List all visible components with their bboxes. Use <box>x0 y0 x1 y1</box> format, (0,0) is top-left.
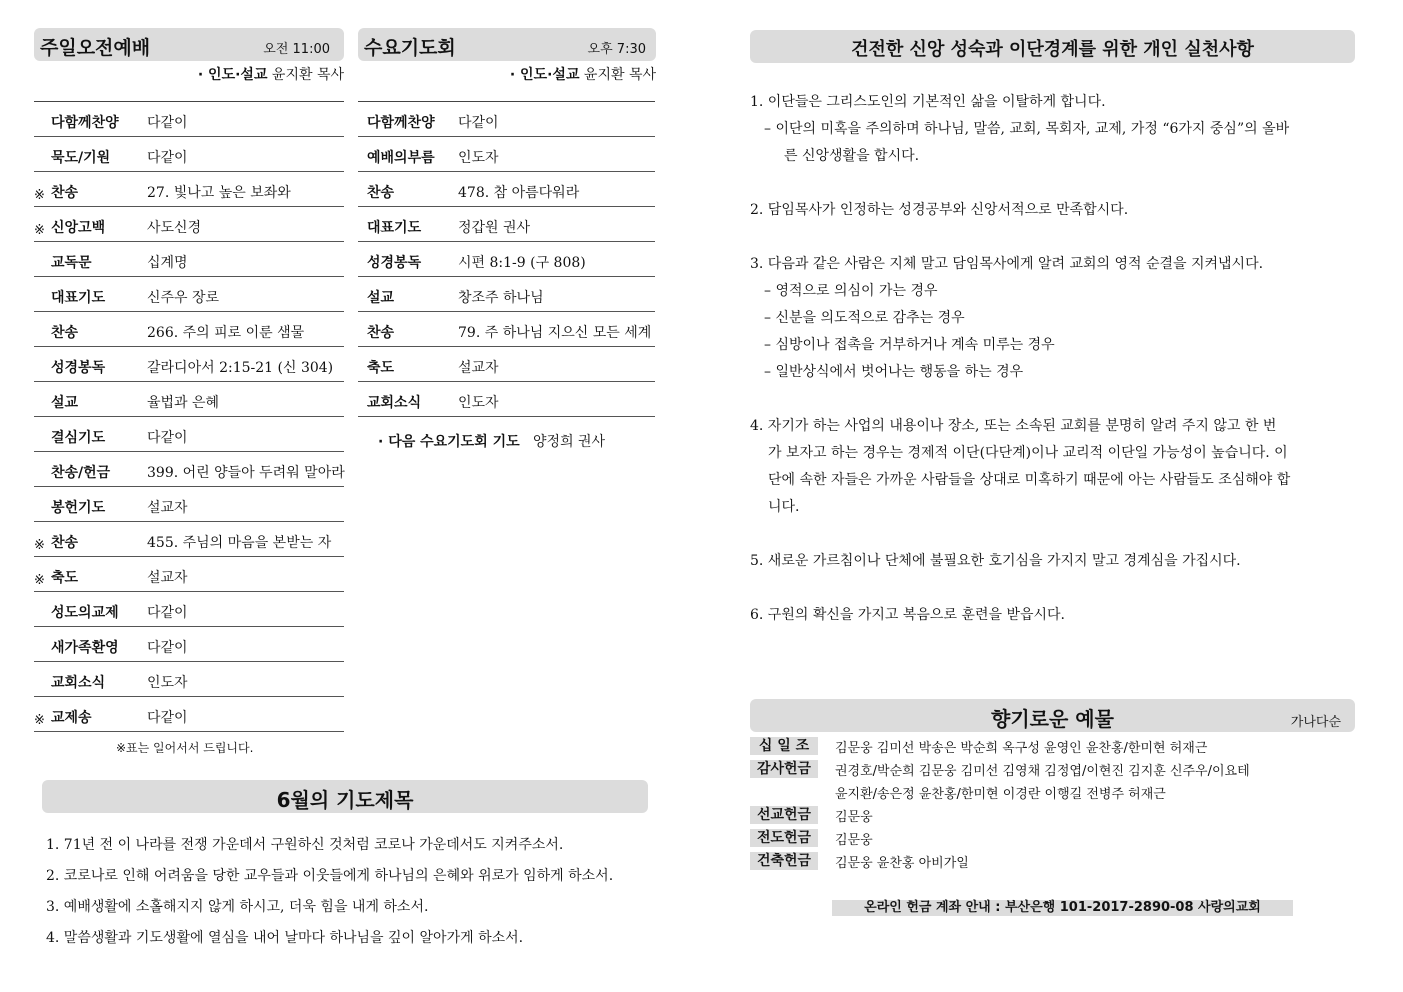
sunday-row-label: 찬송 <box>51 535 79 551</box>
wednesday-row <box>358 347 655 382</box>
sunday-row-label: 새가족환영 <box>51 640 119 656</box>
sunday-row <box>34 347 344 382</box>
practice-list <box>750 89 1360 629</box>
sunday-row-label: 묵도/기원 <box>51 150 111 166</box>
wednesday-row-label: 대표기도 <box>367 220 422 236</box>
wednesday-header <box>358 28 656 61</box>
sunday-row-value: 다같이 <box>147 605 188 621</box>
practice-item-1: 1. 이단들은 그리스도인의 기본적인 삶을 이탈하게 합니다. <box>750 94 1106 110</box>
sunday-row-label: 교제송 <box>51 710 92 726</box>
stand-mark: ※ <box>34 188 45 203</box>
offerings-title: 향기로운 예물 <box>991 707 1114 731</box>
wednesday-row <box>358 207 655 242</box>
offering-names: 김문웅 윤찬홍 아비가일 <box>835 856 969 871</box>
sunday-row-label: 다함께찬양 <box>51 115 119 131</box>
practice-item-4-line-1: 4. 자기가 하는 사업의 내용이나 장소, 또는 소속된 교회를 분명히 알려 주지 않고 한 번 <box>750 418 1277 434</box>
sunday-row <box>34 417 344 452</box>
sunday-note: ※표는 일어서서 드립니다. <box>116 741 254 755</box>
wednesday-row-label: 찬송 <box>367 325 395 341</box>
sunday-row <box>34 382 344 417</box>
sunday-row <box>34 697 344 732</box>
practice-item-4-line-4: 니다. <box>768 499 800 515</box>
sunday-row-label: 찬송/헌금 <box>51 465 111 481</box>
wednesday-leader <box>510 64 656 84</box>
practice-item-5: 5. 새로운 가르침이나 단체에 불필요한 호기심을 가지지 말고 경계심을 가집시다. <box>750 553 1241 569</box>
wednesday-row-value: 창조주 하나님 <box>458 290 544 306</box>
sunday-row-value: 27. 빛나고 높은 보좌와 <box>147 185 291 201</box>
wednesday-title: 수요기도회 <box>364 37 456 59</box>
wednesday-row-label: 설교 <box>367 290 395 306</box>
wednesday-leader-label: · 인도·설교 <box>509 67 580 83</box>
stand-mark: ※ <box>34 573 45 588</box>
wednesday-row <box>358 277 655 312</box>
offering-type-label: 건축헌금 <box>750 852 818 870</box>
sunday-row <box>34 277 344 312</box>
practice-item-6: 6. 구원의 확신을 가지고 복음으로 훈련을 받읍시다. <box>750 607 1065 623</box>
wednesday-row-value: 시편 8:1-9 (구 808) <box>458 255 586 271</box>
practice-item-4-line-3: 단에 속한 자들은 가까운 사람들을 상대로 미혹하기 때문에 아는 사람들도 조심해야 합 <box>768 472 1291 488</box>
sunday-row <box>34 312 344 347</box>
practice-header <box>750 30 1355 63</box>
sunday-title: 주일오전예배 <box>40 37 151 59</box>
sunday-row-value: 266. 주의 피로 이룬 샘물 <box>147 325 305 341</box>
sunday-row-label: 교회소식 <box>51 675 106 691</box>
sunday-header <box>34 28 344 61</box>
sunday-row-label: 성경봉독 <box>51 360 106 376</box>
wednesday-row <box>358 137 655 172</box>
wednesday-row-label: 예배의부름 <box>367 150 435 166</box>
sunday-row-value: 설교자 <box>147 570 188 586</box>
sunday-row <box>34 662 344 697</box>
wednesday-leader-name: 윤지환 목사 <box>583 67 656 83</box>
offering-type-label: 선교헌금 <box>750 806 818 824</box>
wednesday-row-label: 성경봉독 <box>367 255 422 271</box>
offering-type-label: 전도헌금 <box>750 829 818 847</box>
wednesday-next-prayer <box>378 431 605 451</box>
stand-mark: ※ <box>34 538 45 553</box>
online-offering-account: 온라인 헌금 계좌 안내 : 부산은행 101-2017-2890-08 사랑의교회 <box>832 900 1293 916</box>
sunday-row-label: 설교 <box>51 395 79 411</box>
sunday-row-value: 다같이 <box>147 150 188 166</box>
sunday-row-value: 다같이 <box>147 640 188 656</box>
sunday-row-label: 결심기도 <box>51 430 106 446</box>
offering-names: 김문웅 <box>835 810 873 825</box>
offerings-order: 가나다순 <box>1290 715 1341 730</box>
wednesday-next-name: 양정희 권사 <box>533 434 606 450</box>
practice-item-2: 2. 담임목사가 인정하는 성경공부와 신앙서적으로 만족합시다. <box>750 202 1129 218</box>
sunday-row-label: 교독문 <box>51 255 92 271</box>
wednesday-row-value: 정갑원 권사 <box>458 220 531 236</box>
sunday-row-label: 축도 <box>51 570 79 586</box>
offering-names: 김문웅 김미선 박송은 박순희 옥구성 윤영인 윤찬홍/한미현 허재근 <box>835 741 1208 756</box>
wednesday-row-value: 인도자 <box>458 395 499 411</box>
sunday-row-value: 신주우 장로 <box>147 290 220 306</box>
sunday-row <box>34 242 344 277</box>
offering-names: 권경호/박순희 김문웅 김미선 김영채 김정엽/이현진 김지훈 신주우/이요테 <box>835 764 1250 779</box>
prayer-item: 1. 71년 전 이 나라를 전쟁 가운데서 구원하신 것처럼 코로나 가운데서도 지켜주소서. <box>46 837 564 853</box>
sunday-row-label: 봉헌기도 <box>51 500 106 516</box>
sunday-row-value: 인도자 <box>147 675 188 691</box>
sunday-row-label: 대표기도 <box>51 290 106 306</box>
wednesday-row-value: 인도자 <box>458 150 499 166</box>
offering-type-label: 십 일 조 <box>750 737 818 755</box>
sunday-row-value: 455. 주님의 마음을 본받는 자 <box>147 535 332 551</box>
prayer-item: 4. 말씀생활과 기도생활에 열심을 내어 날마다 하나님을 깊이 알아가게 하소서. <box>46 930 524 946</box>
sunday-row-value: 399. 어린 양들아 두려워 말아라 <box>147 465 345 481</box>
sunday-row-label: 찬송 <box>51 325 79 341</box>
sunday-row <box>34 452 344 487</box>
sunday-row-label: 신앙고백 <box>51 220 106 236</box>
sunday-row-value: 설교자 <box>147 500 188 516</box>
practice-item-1-sub2: 른 신앙생활을 합시다. <box>784 148 920 164</box>
offerings-header <box>750 699 1355 732</box>
stand-mark: ※ <box>34 223 45 238</box>
wednesday-row-label: 찬송 <box>367 185 395 201</box>
sunday-row-value: 다같이 <box>147 115 188 131</box>
wednesday-row-value: 79. 주 하나님 지으신 모든 세계 <box>458 325 652 341</box>
sunday-row <box>34 592 344 627</box>
sunday-row <box>34 627 344 662</box>
sunday-leader-name: 윤지환 목사 <box>271 67 344 83</box>
prayer-item: 2. 코로나로 인해 어려움을 당한 교우들과 이웃들에게 하나님의 은혜와 위로가 임하게 하소서. <box>46 868 614 884</box>
wednesday-row <box>358 242 655 277</box>
wednesday-row <box>358 382 655 417</box>
wednesday-row-label: 교회소식 <box>367 395 422 411</box>
sunday-row-value: 율법과 은혜 <box>147 395 220 411</box>
sunday-row <box>34 207 344 242</box>
sunday-row <box>34 522 344 557</box>
wednesday-row <box>358 102 655 137</box>
sunday-row-value: 다같이 <box>147 710 188 726</box>
sunday-leader <box>198 64 344 84</box>
prayer-header <box>42 780 648 813</box>
practice-item-3: 3. 다음과 같은 사람은 지체 말고 담임목사에게 알려 교회의 영적 순결을 지켜냅시다. <box>750 256 1264 272</box>
wednesday-time: 오후 7:30 <box>587 42 646 57</box>
wednesday-next-label: · 다음 수요기도회 기도 <box>378 434 520 450</box>
wednesday-row-value: 478. 참 아름다워라 <box>458 185 580 201</box>
practice-item-3-sub: – 영적으로 의심이 가는 경우 <box>764 283 938 299</box>
sunday-leader-label: · 인도·설교 <box>197 67 268 83</box>
offering-names: 윤지환/송은정 윤찬홍/한미현 이경란 이행길 전병주 허재근 <box>835 787 1166 802</box>
sunday-row-value: 십계명 <box>147 255 188 271</box>
wednesday-row-value: 다같이 <box>458 115 499 131</box>
offering-names: 김문웅 <box>835 833 873 848</box>
sunday-time: 오전 11:00 <box>263 42 330 57</box>
sunday-row <box>34 557 344 592</box>
prayer-title: 6월의 기도제목 <box>276 788 414 812</box>
wednesday-row-value: 설교자 <box>458 360 499 376</box>
wednesday-row-label: 축도 <box>367 360 395 376</box>
sunday-row-label: 찬송 <box>51 185 79 201</box>
practice-item-4-line-2: 가 보자고 하는 경우는 경제적 이단(다단계)이나 교리적 이단일 가능성이 높습니다. 이 <box>768 445 1288 461</box>
sunday-row <box>34 172 344 207</box>
wednesday-row <box>358 172 655 207</box>
sunday-row <box>34 487 344 522</box>
practice-item-3-sub: – 신분을 의도적으로 감추는 경우 <box>764 310 965 326</box>
sunday-row-value: 갈라디아서 2:15-21 (신 304) <box>147 360 334 376</box>
practice-item-3-sub: – 심방이나 접촉을 거부하거나 계속 미루는 경우 <box>764 337 1055 353</box>
sunday-row-label: 성도의교제 <box>51 605 119 621</box>
wednesday-row <box>358 312 655 347</box>
sunday-row <box>34 102 344 137</box>
practice-item-1-sub1: – 이단의 미혹을 주의하며 하나님, 말씀, 교회, 목회자, 교제, 가정 “6가지 중심”의 올바 <box>764 121 1290 137</box>
stand-mark: ※ <box>34 713 45 728</box>
sunday-row-value: 다같이 <box>147 430 188 446</box>
practice-title: 건전한 신앙 성숙과 이단경계를 위한 개인 실천사항 <box>851 39 1254 60</box>
sunday-row <box>34 137 344 172</box>
sunday-row-value: 사도신경 <box>147 220 202 236</box>
wednesday-row-label: 다함께찬양 <box>367 115 435 131</box>
practice-item-3-subs <box>750 278 1360 386</box>
practice-item-3-sub: – 일반상식에서 벗어나는 행동을 하는 경우 <box>764 364 1024 380</box>
offering-type-label: 감사헌금 <box>750 760 818 778</box>
prayer-item: 3. 예배생활에 소홀해지지 않게 하시고, 더욱 힘을 내게 하소서. <box>46 899 429 915</box>
